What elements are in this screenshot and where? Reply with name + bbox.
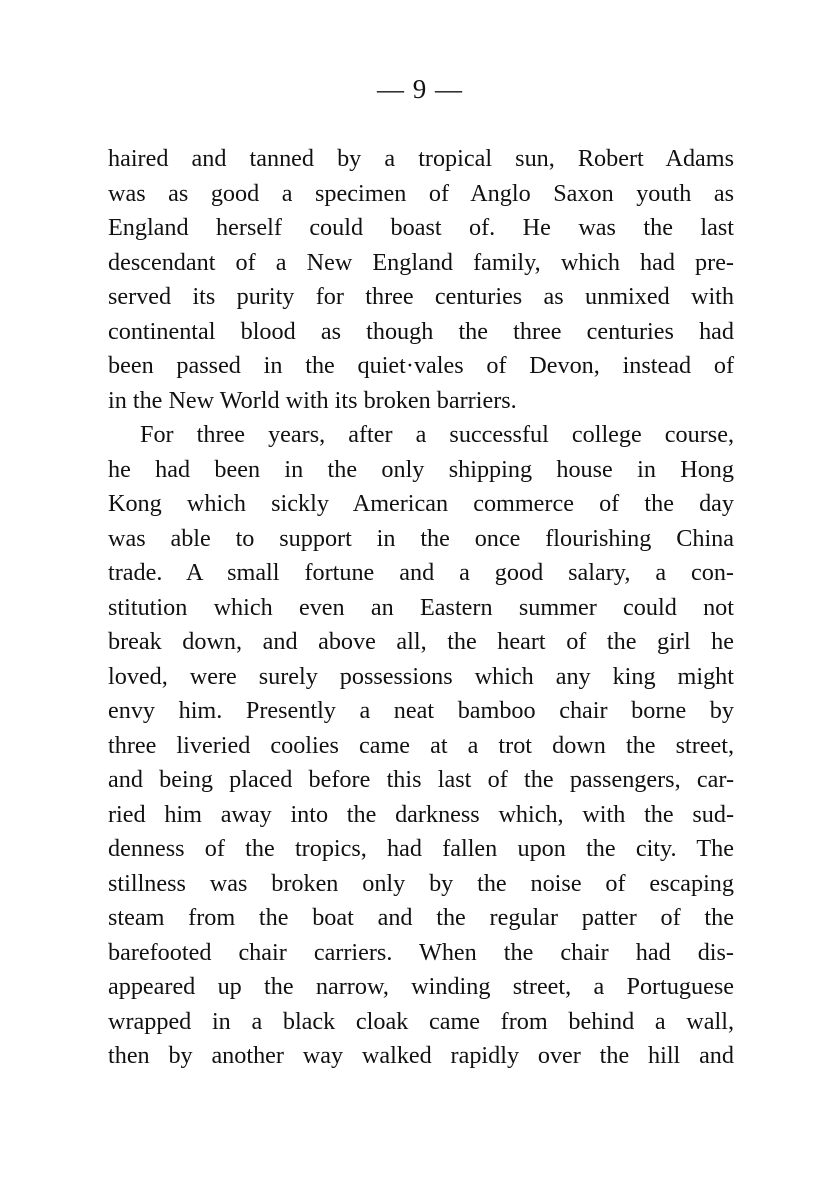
text-line: envy him. Presently a neat bamboo chair borne by	[108, 697, 734, 724]
text-line: appeared up the narrow, winding street, a Portuguese	[108, 973, 734, 1000]
text-line: stillness was broken only by the noise of escaping	[108, 869, 734, 897]
text-line: served its purity for three centuries as unmixed with	[108, 283, 734, 310]
text-line: For three years, after a successful college course,	[140, 421, 734, 448]
text-line: stitution which even an Eastern summer could not	[108, 593, 734, 621]
page-number: — 9 —	[377, 74, 463, 104]
text-line: break down, and above all, the heart of the girl he	[108, 628, 734, 655]
text-line: three liveried coolies came at a trot down the street,	[108, 731, 734, 759]
text-line: loved, were surely possessions which any king might	[108, 662, 734, 690]
text-line: haired and tanned by a tropical sun, Robert Adams	[108, 145, 734, 172]
text-line: been passed in the quiet·vales of Devon, instead of	[108, 352, 734, 379]
text-line: steam from the boat and the regular patter of the	[108, 904, 734, 931]
text-line: was as good a specimen of Anglo Saxon youth as	[108, 179, 734, 207]
text-line: was able to support in the once flourishing China	[108, 524, 734, 552]
text-line: he had been in the only shipping house in Hong	[108, 455, 734, 483]
text-line: trade. A small fortune and a good salary, a con-	[108, 559, 734, 586]
text-line: continental blood as though the three centuries had	[108, 317, 734, 345]
body-text	[108, 142, 734, 1074]
text-line: descendant of a New England family, which had pre-	[108, 248, 734, 276]
text-line: Kong which sickly American commerce of the day	[108, 490, 734, 517]
text-line: wrapped in a black cloak came from behind a wall,	[108, 1007, 734, 1035]
text-line: and being placed before this last of the passengers, car-	[108, 766, 734, 793]
text-line: in the New World with its broken barriers.	[108, 386, 517, 414]
text-line: barefooted chair carriers. When the chair had dis-	[108, 938, 734, 966]
text-line: England herself could boast of. He was the last	[108, 214, 734, 241]
text-line: then by another way walked rapidly over the hill and	[108, 1042, 734, 1069]
text-line: ried him away into the darkness which, with the sud-	[108, 800, 734, 828]
text-line: denness of the tropics, had fallen upon the city. The	[108, 835, 734, 862]
